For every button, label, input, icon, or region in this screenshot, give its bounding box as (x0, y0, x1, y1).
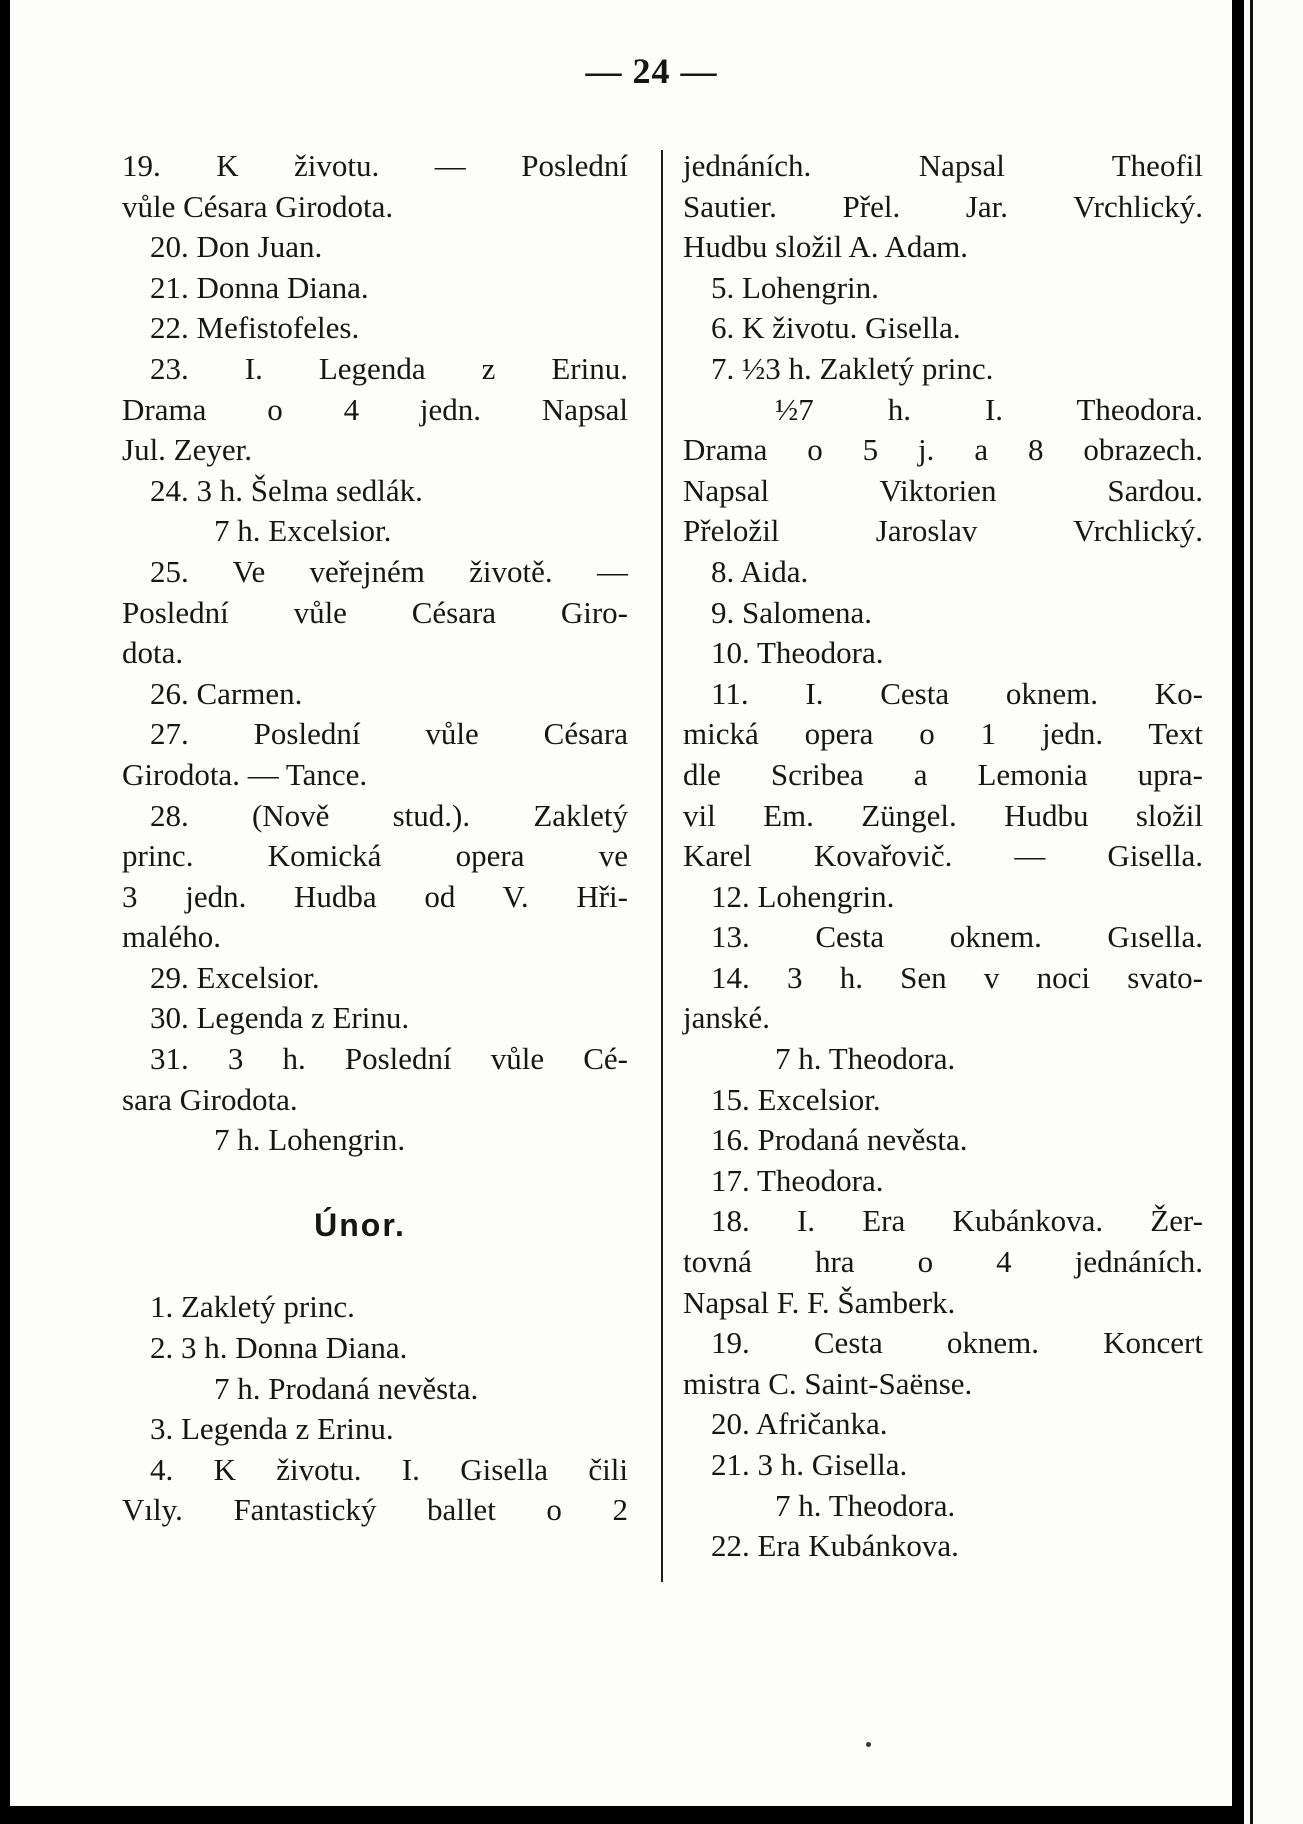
text-line: 20. Don Juan. (150, 229, 323, 265)
text-line: 3. Legenda z Erinu. (150, 1411, 394, 1447)
text-line: Karel Kovařovič. — Gisella. (683, 838, 1203, 874)
text-line: 7 h. Theodora. (775, 1487, 956, 1523)
text-line: Poslední vůle Césara Giro- (122, 594, 628, 630)
text-line: 31. 3 h. Poslední vůle Cé- (150, 1041, 628, 1077)
text-line: 19. Cesta oknem. Koncert (711, 1325, 1203, 1361)
text-line: 23. I. Legenda z Erinu. (150, 350, 628, 386)
text-line: Napsal Viktorien Sardou. (683, 472, 1203, 508)
text-line: Vıly. Fantastický ballet o 2 (122, 1492, 628, 1528)
text-line: vůle Césara Girodota. (122, 188, 394, 224)
text-line: 5. Lohengrin. (711, 269, 879, 305)
text-line: princ. Komická opera ve (122, 838, 628, 874)
text-line: Napsal F. F. Šamberk. (683, 1284, 956, 1320)
text-line: 21. 3 h. Gisella. (711, 1447, 908, 1482)
text-line: Drama o 5 j. a 8 obrazech. (683, 432, 1203, 468)
left-column (122, 146, 628, 1531)
text-line: 7 h. Excelsior. (214, 513, 392, 549)
text-line: 7. ½3 h. Zakletý princ. (711, 350, 994, 386)
text-line: jednáních. Napsal Theofil (683, 148, 1203, 183)
text-line: vil Em. Züngel. Hudbu složil (683, 797, 1203, 833)
text-line: tovná hra o 4 jednáních. (683, 1244, 1203, 1280)
page-number: — 24 — (585, 51, 718, 91)
text-line: 6. K životu. Gisella. (711, 310, 961, 346)
text-line: Přeložil Jaroslav Vrchlický. (683, 513, 1203, 549)
text-line: Drama o 4 jedn. Napsal (122, 391, 628, 427)
facing-page-edge (1244, 0, 1303, 1824)
text-line: 21. Donna Diana. (150, 269, 369, 305)
text-line: 19. K životu. — Poslední (122, 148, 628, 183)
text-line: 28. (Nově stud.). Zakletý (150, 797, 628, 833)
text-line: 9. Salomena. (711, 594, 872, 630)
right-column (683, 146, 1203, 1567)
text-line: sara Girodota. (122, 1081, 298, 1117)
text-line: janské. (683, 1000, 770, 1036)
text-line: 14. 3 h. Sen v noci svato- (711, 959, 1203, 995)
text-line: 17. Theodora. (711, 1162, 884, 1198)
text-line: Jul. Zeyer. (122, 432, 252, 468)
text-line: 15. Excelsior. (711, 1081, 881, 1117)
left-entries-before-heading (122, 146, 628, 1161)
text-line: 16. Prodaná nevěsta. (711, 1122, 968, 1158)
text-line: 18. I. Era Kubánkova. Žer- (711, 1203, 1203, 1239)
text-line: 30. Legenda z Erinu. (150, 1000, 410, 1036)
text-line: 26. Carmen. (150, 675, 303, 711)
text-line: dota. (122, 635, 184, 671)
text-line: ½7 h. I. Theodora. (775, 391, 1203, 427)
text-line: mická opera o 1 jedn. Text (683, 716, 1203, 752)
text-line: 2. 3 h. Donna Diana. (150, 1330, 408, 1366)
text-line: 7 h. Prodaná nevěsta. (214, 1370, 479, 1406)
text-line: mistra C. Saint-Saënse. (683, 1365, 973, 1401)
text-line: Girodota. — Tance. (122, 756, 368, 792)
text-line: 10. Theodora. (711, 635, 884, 671)
text-line: malého. (122, 919, 221, 955)
text-line: Sautier. Přel. Jar. Vrchlický. (683, 188, 1203, 224)
text-line: 20. Afričanka. (711, 1406, 888, 1442)
text-line: 29. Excelsior. (150, 959, 320, 995)
right-entries (683, 146, 1203, 1567)
text-line: Hudbu složil A. Adam. (683, 229, 969, 265)
text-line: 7 h. Theodora. (775, 1041, 956, 1077)
text-line: 11. I. Cesta oknem. Ko- (711, 675, 1203, 711)
text-line: 8. Aida. (711, 553, 809, 589)
left-entries-after-heading (122, 1287, 628, 1531)
text-line: 13. Cesta oknem. Gısella. (711, 919, 1203, 955)
text-line: 25. Ve veřejném životě. — (150, 553, 628, 589)
text-line: 3 jedn. Hudba od V. Hři- (122, 878, 628, 914)
text-line: dle Scribea a Lemonia upra- (683, 756, 1203, 792)
text-line: 4. K životu. I. Gisella čili (150, 1451, 628, 1487)
text-line: 1. Zakletý princ. (150, 1289, 355, 1325)
month-heading: Únor. (314, 1206, 406, 1243)
text-line: 22. Mefistofeles. (150, 310, 360, 346)
page-edge-line (1250, 0, 1253, 1824)
text-line: 27. Poslední vůle Césara (150, 716, 628, 752)
text-line: 12. Lohengrin. (711, 878, 895, 914)
text-line: 24. 3 h. Šelma sedlák. (150, 472, 423, 508)
text-line: 7 h. Lohengrin. (214, 1122, 406, 1158)
text-line: 22. Era Kubánkova. (711, 1528, 959, 1564)
column-divider (661, 150, 663, 1582)
ink-speck (866, 1742, 871, 1747)
